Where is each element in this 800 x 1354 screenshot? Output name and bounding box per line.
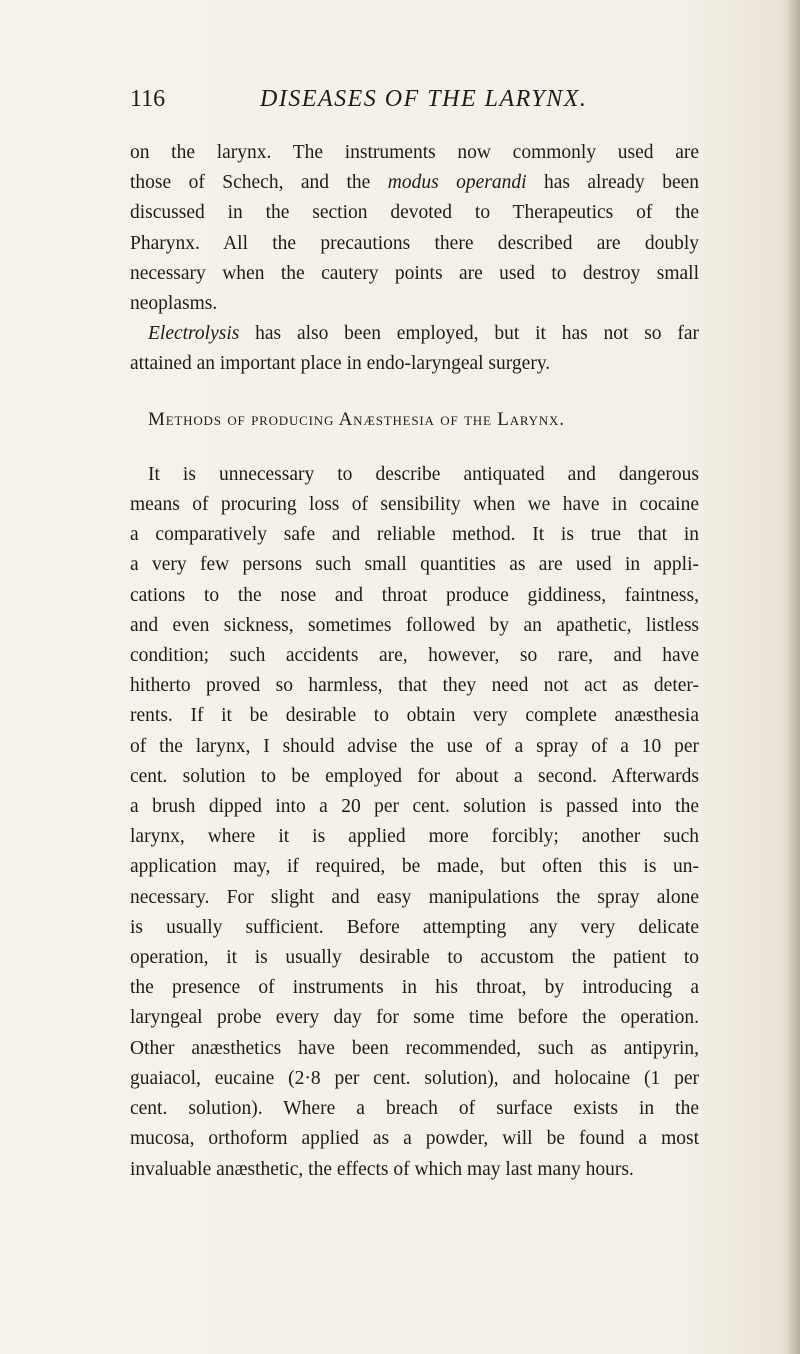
text-line: invaluable anæsthetic, the effects of which may last many hours.	[130, 1158, 634, 1180]
text-line: of the larynx, I should advise the use of a spray of a 10 per	[130, 735, 699, 757]
text-line: and even sickness, sometimes followed by an apathetic, listless	[130, 614, 699, 636]
text-line: a comparatively safe and reliable method. It is true that in	[130, 524, 699, 546]
text-line: on the larynx. The instruments now commonly used are	[130, 142, 699, 163]
text-line: those of Schech, and the modus operandi has already been	[130, 172, 699, 194]
text-line: Pharynx. All the precautions there described are doubly	[130, 232, 699, 254]
italic-term: Electrolysis	[148, 323, 240, 345]
body-text	[130, 138, 699, 1185]
text-line: the presence of instruments in his throat, by introducing a	[130, 977, 699, 999]
text-line: It is unnecessary to describe antiquated and dangerous	[148, 463, 699, 485]
running-title: DISEASES OF THE LARYNX.	[260, 86, 588, 112]
text-line: cent. solution to be employed for about a second. Afterwards	[130, 765, 699, 787]
italic-term: modus operandi	[387, 172, 527, 194]
text-line: Electrolysis has also been employed, but it has not so far	[148, 323, 700, 345]
text-line: mucosa, orthoform applied as a powder, will be found a most	[130, 1128, 699, 1150]
page-header	[130, 86, 690, 120]
text-line: guaiacol, eucaine (2·8 per cent. solution), and holocaine (1 per	[130, 1067, 699, 1089]
text-line: operation, it is usually desirable to accustom the patient to	[130, 947, 699, 969]
page-number: 116	[130, 86, 166, 112]
text-line: necessary when the cautery points are used to destroy small	[130, 262, 699, 284]
text-line: neoplasms.	[130, 293, 218, 315]
text-line: laryngeal probe every day for some time before the operation.	[130, 1007, 699, 1029]
text-line: rents. If it be desirable to obtain very complete anæsthesia	[130, 705, 699, 727]
text-line: a very few persons such small quantities as are used in appli-	[130, 554, 699, 576]
text-line: Other anæsthetics have been recommended, such as antipyrin,	[130, 1037, 699, 1059]
text-line: cations to the nose and throat produce giddiness, faintness,	[130, 584, 699, 606]
text-line: necessary. For slight and easy manipulations the spray alone	[130, 886, 699, 908]
paragraph-3	[130, 460, 699, 1185]
text-line: cent. solution). Where a breach of surface exists in the	[130, 1098, 699, 1120]
text-line: condition; such accidents are, however, so rare, and have	[130, 645, 699, 667]
paragraph-1	[130, 138, 699, 319]
text-line: discussed in the section devoted to Therapeutics of the	[130, 202, 699, 224]
text-line: hitherto proved so harmless, that they need not act as deter-	[130, 675, 699, 697]
page-edge-shadow	[786, 0, 800, 1354]
text-line: is usually sufficient. Before attempting any very delicate	[130, 916, 699, 938]
text-line: attained an important place in endo-laryngeal surgery.	[130, 353, 551, 375]
paragraph-2	[130, 319, 699, 379]
text-line: larynx, where it is applied more forcibly; another such	[130, 826, 699, 848]
text-line: a brush dipped into a 20 per cent. solution is passed into the	[130, 796, 699, 818]
section-heading: Methods of producing Anæsthesia of the Larynx.	[148, 408, 565, 430]
text-line: means of procuring loss of sensibility when we have in cocaine	[130, 494, 699, 516]
text-line: application may, if required, be made, but often this is un-	[130, 856, 699, 878]
